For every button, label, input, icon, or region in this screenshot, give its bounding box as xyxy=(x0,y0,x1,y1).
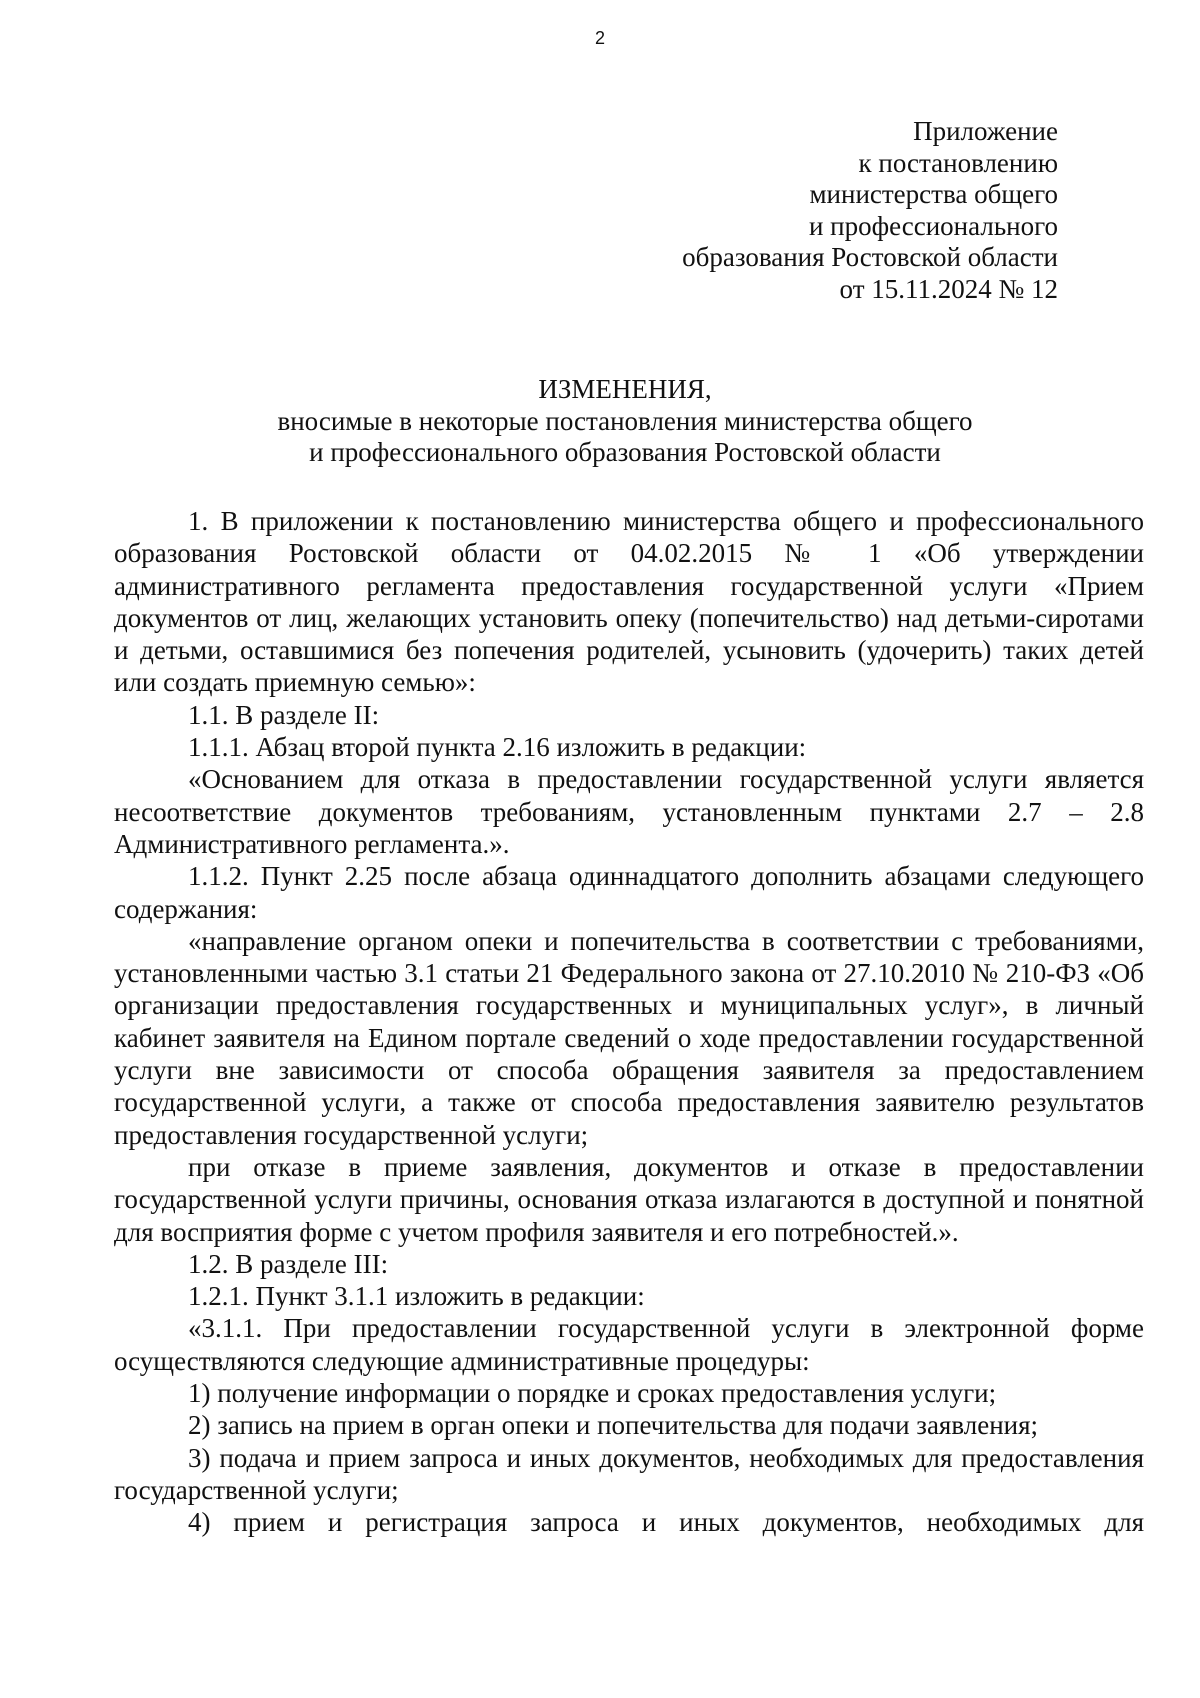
paragraph: при отказе в приеме заявления, документов и отказе в предоставлении государственной услуги причины, основания отказа излагаются в доступной и понятной для восприятия форме с учетом профиля заявителя и его потребностей.». xyxy=(114,1151,1144,1247)
paragraph: «Основанием для отказа в предоставлении государственной услуги является несоответствие документов требованиям, установленным пунктами 2.7 – 2.8 Административного регламента.». xyxy=(114,764,1144,859)
paragraph: 1. В приложении к постановлению министерства общего и профессионального образования Ростовской области от 04.02.2015 № 1 «Об утверждении административного регламента предоставления государственной услуги «Прием документов от лиц, желающих установить опеку (попечительство) над детьми-сиротами и детьми, оставшимися без попечения родителей, усыновить (удочерить) таких детей или создать приемную семью»: xyxy=(114,506,1144,698)
paragraph: 1) получение информации о порядке и сроках предоставления услуги; xyxy=(188,1378,997,1409)
appendix-line: Приложение xyxy=(913,116,1058,146)
paragraph: 1.2.1. Пункт 3.1.1 изложить в редакции: xyxy=(188,1281,645,1312)
appendix-line: образования Ростовской области xyxy=(682,242,1058,273)
paragraph: 1.2. В разделе III: xyxy=(188,1248,389,1279)
paragraph: 1.1. В разделе II: xyxy=(188,699,380,730)
paragraph: 3) подача и прием запроса и иных документов, необходимых для предоставления государственной услуги; xyxy=(114,1442,1144,1505)
document-title: ИЗМЕНЕНИЯ, xyxy=(538,374,712,404)
paragraph: 4) прием и регистрация запроса и иных документов, необходимых для xyxy=(188,1507,1144,1538)
document-body xyxy=(114,505,1144,1539)
paragraph: 1.1.2. Пункт 2.25 после абзаца одиннадцатого дополнить абзацами следующего содержания: xyxy=(114,861,1144,924)
appendix-line: министерства общего xyxy=(809,179,1058,210)
appendix-line: и профессионального xyxy=(808,210,1058,241)
paragraph: 1.1.1. Абзац второй пункта 2.16 изложить в редакции: xyxy=(188,732,807,763)
paragraph: «3.1.1. При предоставлении государственной услуги в электронной форме осуществляются следующие административные процедуры: xyxy=(114,1313,1144,1376)
appendix-block xyxy=(538,116,1058,306)
paragraph: «направление органом опеки и попечительства в соответствии с требованиями, установленными частью 3.1 статьи 21 Федерального закона от 27.10.2010 № 210-ФЗ «Об организации предоставления государственных и муниципальных услуг», в личный кабинет заявителя на Едином портале сведений о ходе предоставлении государственной услуги вне зависимости от способа обращения заявителя за предоставлением государственной услуги, а также от способа предоставления заявителю результатов предоставления государственной услуги; xyxy=(114,925,1144,1150)
appendix-line: от 15.11.2024 № 12 xyxy=(839,273,1058,304)
page-number: 2 xyxy=(594,28,605,48)
document-heading xyxy=(112,374,1138,469)
document-subtitle: и профессионального образования Ростовской области xyxy=(309,437,941,468)
document-subtitle: вносимые в некоторые постановления министерства общего xyxy=(277,405,973,436)
paragraph: 2) запись на прием в орган опеки и попечительства для подачи заявления; xyxy=(188,1410,1039,1441)
appendix-line: к постановлению xyxy=(858,147,1058,178)
